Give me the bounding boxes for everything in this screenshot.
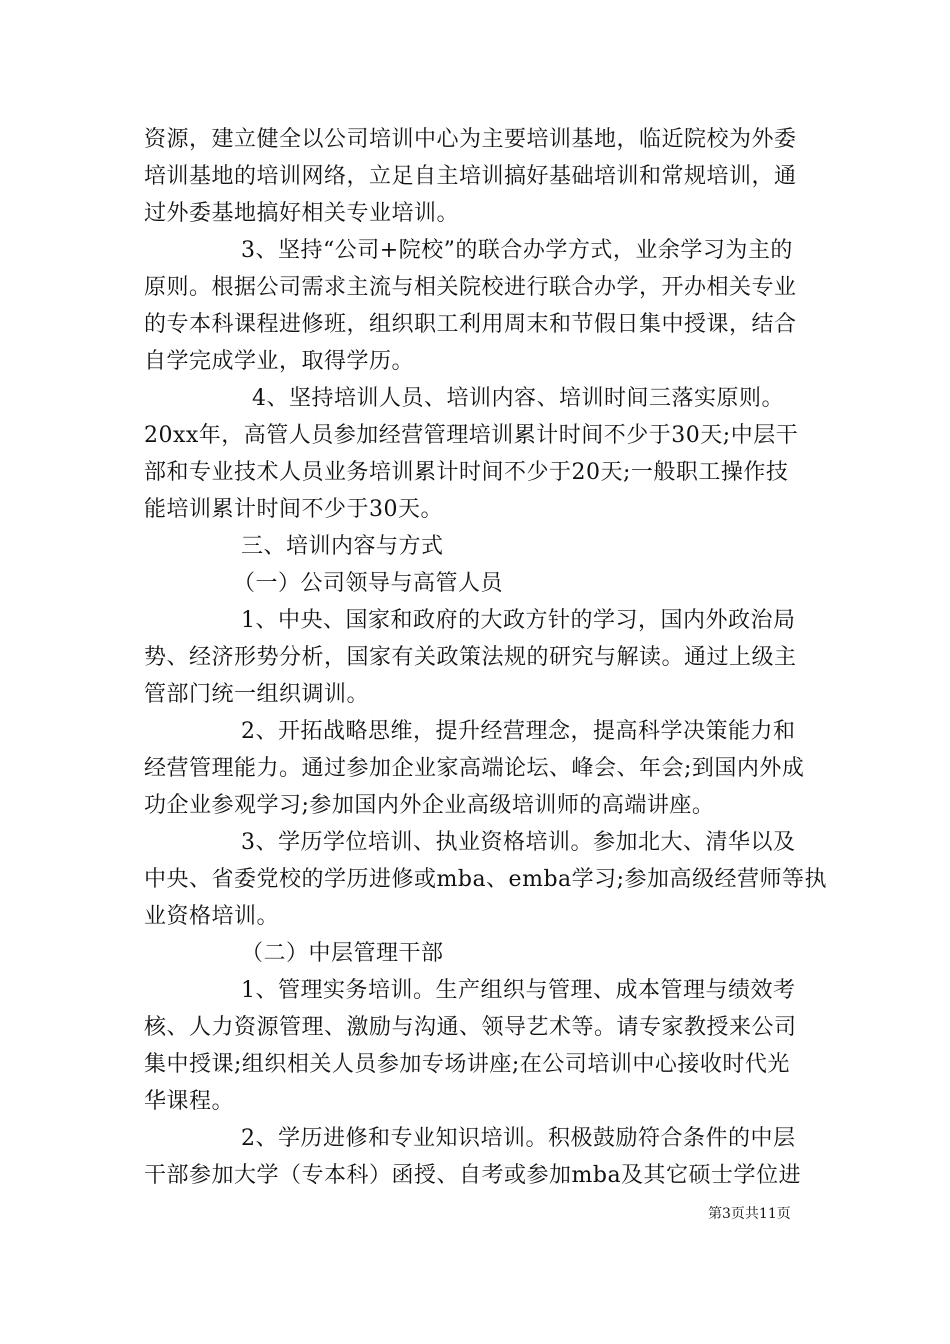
subsection-heading: （二）中层管理干部 — [241, 941, 444, 966]
paragraph-line: 势、经济形势分析，国家有关政策法规的研究与解读。通过上级主 — [144, 645, 797, 670]
paragraph-line: 资源，建立健全以公司培训中心为主要培训基地，临近院校为外委 — [144, 127, 797, 152]
paragraph-line: 1、管理实务培训。生产组织与管理、成本管理与绩效考 — [241, 978, 796, 1003]
paragraph-line: 干部参加大学（专本科）函授、自考或参加mba及其它硕士学位进 — [144, 1163, 802, 1188]
paragraph-line: 过外委基地搞好相关专业培训。 — [144, 201, 460, 226]
paragraph-line: 培训基地的培训网络，立足自主培训搞好基础培训和常规培训，通 — [144, 164, 797, 189]
paragraph-line: 功企业参观学习;参加国内外企业高级培训师的高端讲座。 — [144, 793, 715, 818]
paragraph-line: 部和专业技术人员业务培训累计时间不少于20天;一般职工操作技 — [144, 460, 789, 485]
subsection-heading: （一）公司领导与高管人员 — [233, 571, 504, 596]
paragraph-line: 自学完成学业，取得学历。 — [144, 349, 415, 374]
paragraph-line: 3、坚持“公司+院校”的联合办学方式，业余学习为主的 — [241, 238, 793, 263]
paragraph-line: 4、坚持培训人员、培训内容、培训时间三落实原则。 — [252, 386, 784, 411]
paragraph-line: 1、中央、国家和政府的大政方针的学习，国内外政治局 — [241, 608, 796, 633]
paragraph-line: 核、人力资源管理、激励与沟通、领导艺术等。请专家教授来公司 — [144, 1015, 797, 1040]
paragraph-line: 业资格培训。 — [144, 904, 280, 929]
paragraph-line: 华课程。 — [144, 1089, 235, 1114]
paragraph-line: 能培训累计时间不少于30天。 — [144, 497, 443, 522]
paragraph-line: 2、学历进修和专业知识培训。积极鼓励符合条件的中层 — [241, 1126, 796, 1151]
paragraph-line: 管部门统一组织调训。 — [144, 682, 370, 707]
paragraph-line: 集中授课;组织相关人员参加专场讲座;在公司培训中心接收时代光 — [144, 1052, 790, 1077]
paragraph-line: 经营管理能力。通过参加企业家高端论坛、峰会、年会;到国内外成 — [144, 756, 805, 781]
paragraph-line: 2、开拓战略思维，提升经营理念，提高科学决策能力和 — [241, 719, 796, 744]
paragraph-line: 20xx年，高管人员参加经营管理培训累计时间不少于30天;中层干 — [144, 423, 799, 448]
section-heading: 三、培训内容与方式 — [241, 534, 444, 559]
paragraph-line: 原则。根据公司需求主流与相关院校进行联合办学，开办相关专业 — [144, 275, 797, 300]
paragraph-line: 3、学历学位培训、执业资格培训。参加北大、清华以及 — [241, 830, 796, 855]
paragraph-line: 中央、省委党校的学历进修或mba、emba学习;参加高级经营师等执 — [144, 867, 828, 892]
paragraph-line: 的专本科课程进修班，组织职工利用周末和节假日集中授课，结合 — [144, 312, 797, 337]
page-number-footer: 第3页共11页 — [708, 1206, 791, 1222]
